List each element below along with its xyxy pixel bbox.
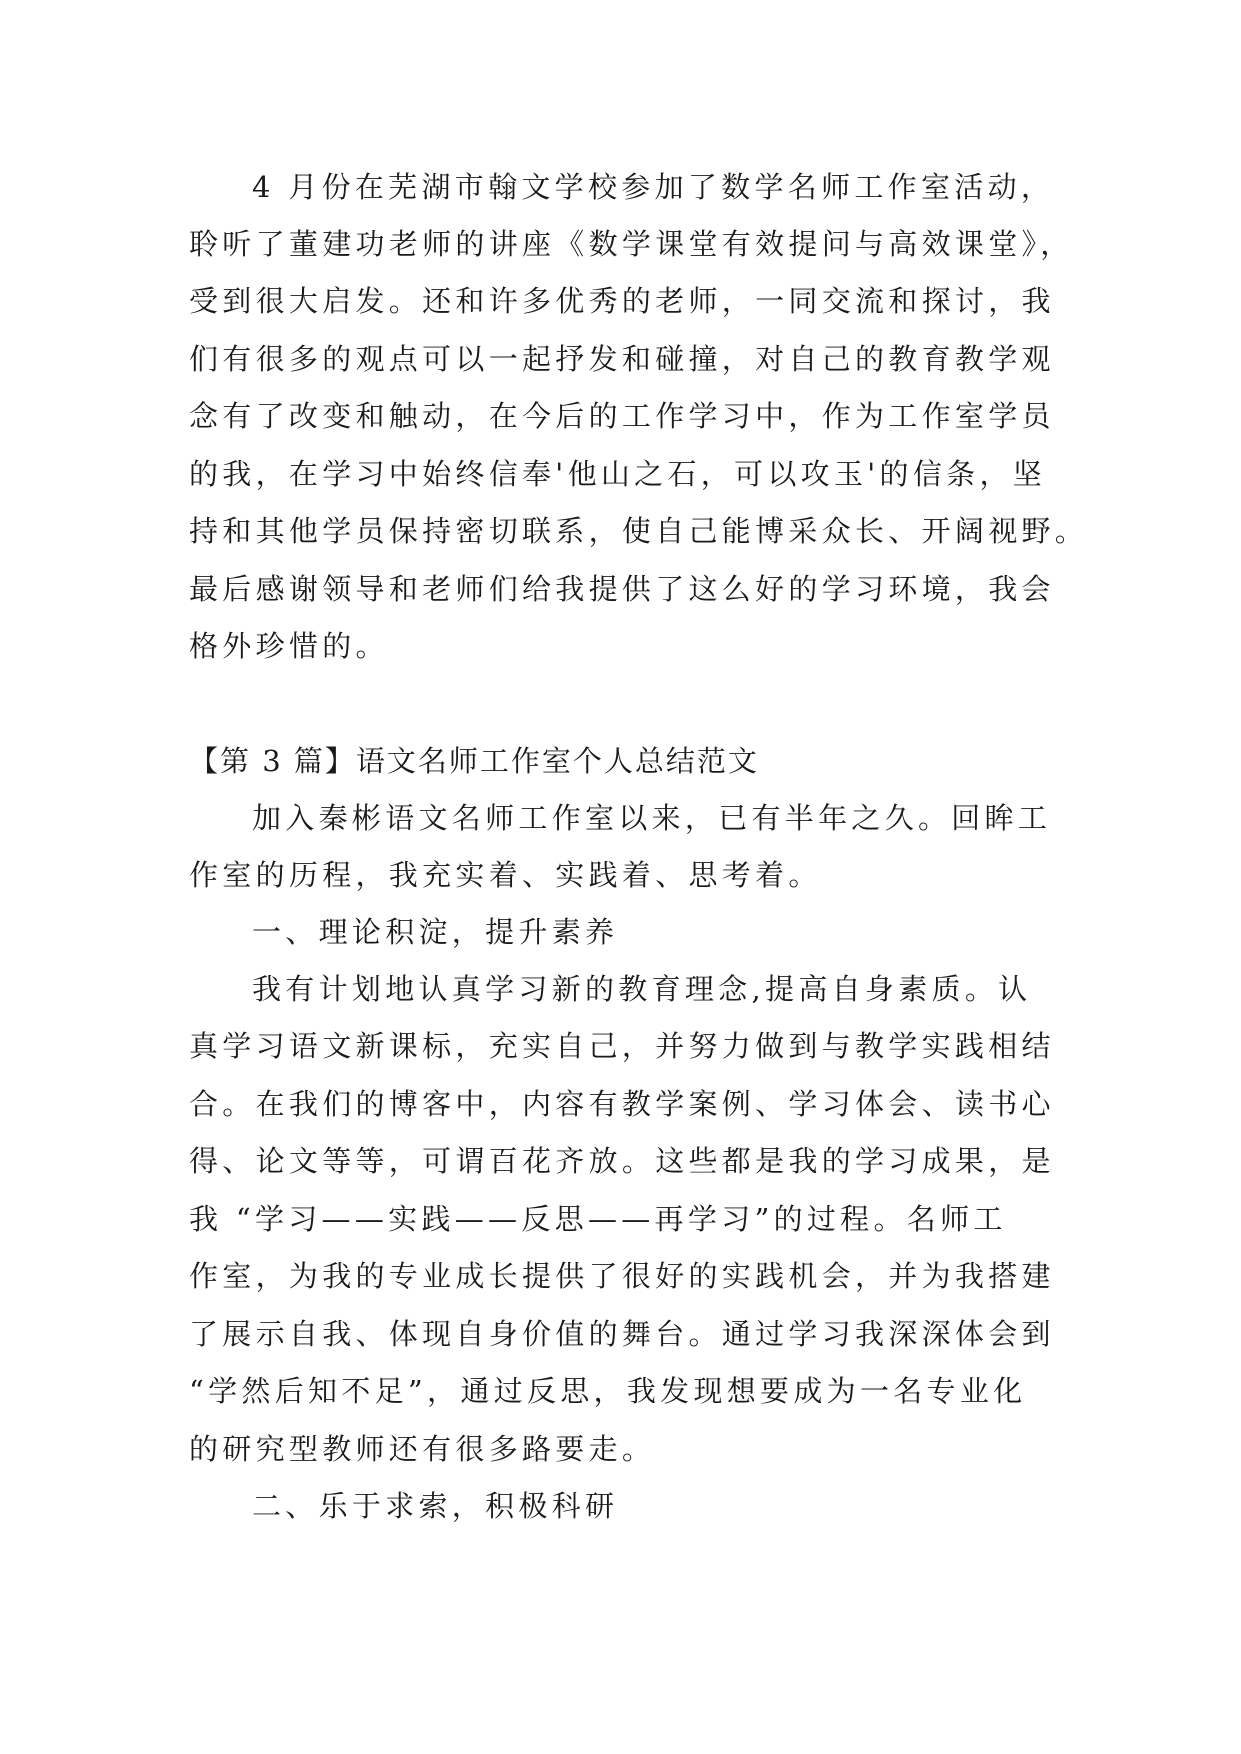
paragraph-line: 4 月份在芜湖市翰文学校参加了数学名师工作室活动，: [252, 170, 1055, 204]
paragraph-line: 的我，在学习中始终信奉'他山之石，可以攻玉'的信条，坚: [189, 457, 1047, 491]
paragraph-line: 们有很多的观点可以一起抒发和碰撞，对自己的教育教学观: [189, 342, 1055, 376]
paragraph-line: 最后感谢领导和老师们给我提供了这么好的学习环境，我会: [189, 572, 1055, 606]
paragraph-line: 格外珍惜的。: [189, 629, 389, 663]
subheading-theory: 一、理论积淀，提升素养: [252, 915, 619, 949]
paragraph-line: 我 “学习——实践——反思——再学习”的过程。名师工: [189, 1202, 1007, 1236]
paragraph-line: “学然后知不足”，通过反思，我发现想要成为一名专业化: [189, 1374, 1027, 1408]
paragraph-line: 聆听了董建功老师的讲座《数学课堂有效提问与高效课堂》，: [189, 227, 1074, 261]
paragraph-line: 得、论文等等，可谓百花齐放。这些都是我的学习成果，是: [189, 1144, 1055, 1178]
subheading-research: 二、乐于求索，积极科研: [252, 1489, 619, 1523]
paragraph-line: 作室，为我的专业成长提供了很好的实践机会，并为我搭建: [189, 1259, 1055, 1293]
paragraph-line: 念有了改变和触动，在今后的工作学习中，作为工作室学员: [189, 399, 1055, 433]
paragraph-line: 我有计划地认真学习新的教育理念,提高自身素质。认: [252, 972, 1032, 1006]
paragraph-line: 的研究型教师还有很多路要走。: [189, 1432, 656, 1466]
paragraph-line: 加入秦彬语文名师工作室以来，已有半年之久。回眸工: [252, 801, 1052, 835]
paragraph-line: 作室的历程，我充实着、实践着、思考着。: [189, 858, 822, 892]
section3-heading: 【第 3 篇】语文名师工作室个人总结范文: [189, 744, 759, 778]
paragraph-line: 合。在我们的博客中，内容有教学案例、学习体会、读书心: [189, 1087, 1055, 1121]
paragraph-line: 了展示自我、体现自身价值的舞台。通过学习我深深体会到: [189, 1317, 1055, 1351]
paragraph-line: 持和其他学员保持密切联系，使自己能博采众长、开阔视野。: [189, 514, 1089, 548]
paragraph-line: 真学习语文新课标，充实自己，并努力做到与教学实践相结: [189, 1029, 1055, 1063]
paragraph-line: 受到很大启发。还和许多优秀的老师，一同交流和探讨，我: [189, 284, 1055, 318]
